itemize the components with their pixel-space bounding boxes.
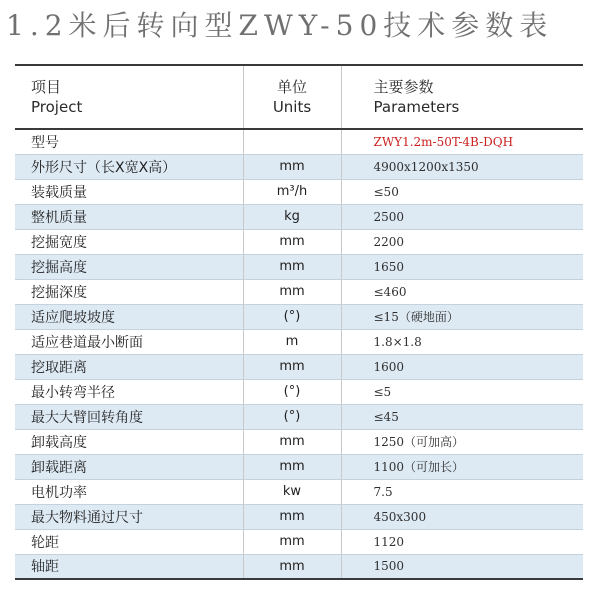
table-row bbox=[15, 229, 583, 254]
row-item-name: 卸载距离 bbox=[15, 454, 243, 479]
row-item-name: 最大大臂回转角度 bbox=[15, 404, 243, 429]
row-item-name: 适应爬坡坡度 bbox=[15, 304, 243, 329]
column-header-project-en: Project bbox=[31, 98, 83, 116]
row-unit: mm bbox=[243, 279, 341, 304]
row-parameter-value: ≤45 bbox=[341, 404, 583, 429]
row-unit: kw bbox=[243, 479, 341, 504]
column-header-units-zh: 单位 bbox=[276, 78, 307, 96]
table-row bbox=[15, 404, 583, 429]
column-header-units bbox=[243, 65, 341, 129]
row-item-name: 最小转弯半径 bbox=[15, 379, 243, 404]
table-row bbox=[15, 529, 583, 554]
row-parameter-value: 2200 bbox=[341, 229, 583, 254]
table-body bbox=[15, 129, 583, 579]
row-parameter-value: 2500 bbox=[341, 204, 583, 229]
table-header bbox=[15, 65, 583, 129]
row-unit: (°) bbox=[243, 404, 341, 429]
row-unit: m bbox=[243, 329, 341, 354]
table-row bbox=[15, 329, 583, 354]
row-parameter-value: 1500 bbox=[341, 554, 583, 579]
row-unit: mm bbox=[243, 504, 341, 529]
row-parameter-value: 1.8×1.8 bbox=[341, 329, 583, 354]
row-item-name: 最大物料通过尺寸 bbox=[15, 504, 243, 529]
row-parameter-value: 1650 bbox=[341, 254, 583, 279]
row-parameter-value: ZWY1.2m-50T-4B-DQH bbox=[341, 129, 583, 154]
row-parameter-value: ≤15（硬地面） bbox=[341, 304, 583, 329]
row-item-name: 挖掘深度 bbox=[15, 279, 243, 304]
table-row bbox=[15, 354, 583, 379]
row-item-name: 整机质量 bbox=[15, 204, 243, 229]
table-row bbox=[15, 279, 583, 304]
row-parameter-value: 7.5 bbox=[341, 479, 583, 504]
table-row bbox=[15, 504, 583, 529]
column-header-parameters bbox=[341, 65, 583, 129]
table-row bbox=[15, 429, 583, 454]
row-parameter-value: ≤460 bbox=[341, 279, 583, 304]
row-item-name: 挖掘高度 bbox=[15, 254, 243, 279]
column-header-project-zh: 项目 bbox=[31, 78, 62, 96]
table-row bbox=[15, 254, 583, 279]
row-item-name: 挖取距离 bbox=[15, 354, 243, 379]
column-header-parameters-en: Parameters bbox=[373, 98, 460, 116]
row-item-name: 装载质量 bbox=[15, 179, 243, 204]
row-unit bbox=[243, 129, 341, 154]
row-item-name: 轴距 bbox=[15, 554, 243, 579]
table-row bbox=[15, 179, 583, 204]
row-parameter-value: 1100（可加长） bbox=[341, 454, 583, 479]
row-item-name: 型号 bbox=[15, 129, 243, 154]
table-row bbox=[15, 204, 583, 229]
row-item-name: 外形尺寸（长X宽X高） bbox=[15, 154, 243, 179]
row-unit: (°) bbox=[243, 304, 341, 329]
table-row bbox=[15, 154, 583, 179]
row-parameter-value: 1600 bbox=[341, 354, 583, 379]
header-row bbox=[15, 65, 583, 129]
row-unit: mm bbox=[243, 154, 341, 179]
spec-table bbox=[15, 64, 583, 580]
row-parameter-value: 1250（可加高） bbox=[341, 429, 583, 454]
row-unit: mm bbox=[243, 429, 341, 454]
table-row bbox=[15, 129, 583, 154]
row-unit: (°) bbox=[243, 379, 341, 404]
row-unit: mm bbox=[243, 529, 341, 554]
row-unit: kg bbox=[243, 204, 341, 229]
row-parameter-value: 4900x1200x1350 bbox=[341, 154, 583, 179]
table-row bbox=[15, 454, 583, 479]
table-row bbox=[15, 479, 583, 504]
row-unit: mm bbox=[243, 454, 341, 479]
column-header-units-en: Units bbox=[272, 98, 312, 116]
column-header-parameters-zh: 主要参数 bbox=[373, 78, 434, 96]
row-unit: mm bbox=[243, 229, 341, 254]
row-item-name: 电机功率 bbox=[15, 479, 243, 504]
row-unit: m³/h bbox=[243, 179, 341, 204]
row-item-name: 挖掘宽度 bbox=[15, 229, 243, 254]
row-parameter-value: ≤50 bbox=[341, 179, 583, 204]
table-row bbox=[15, 554, 583, 579]
row-parameter-value: 450x300 bbox=[341, 504, 583, 529]
table-row bbox=[15, 304, 583, 329]
page-title: 1.2米后转向型ZWY-50技术参数表 bbox=[6, 9, 554, 42]
row-parameter-value: ≤5 bbox=[341, 379, 583, 404]
row-parameter-value: 1120 bbox=[341, 529, 583, 554]
row-item-name: 轮距 bbox=[15, 529, 243, 554]
row-item-name: 卸载高度 bbox=[15, 429, 243, 454]
row-unit: mm bbox=[243, 554, 341, 579]
column-header-project bbox=[15, 65, 243, 129]
row-item-name: 适应巷道最小断面 bbox=[15, 329, 243, 354]
table-row bbox=[15, 379, 583, 404]
row-unit: mm bbox=[243, 354, 341, 379]
row-unit: mm bbox=[243, 254, 341, 279]
